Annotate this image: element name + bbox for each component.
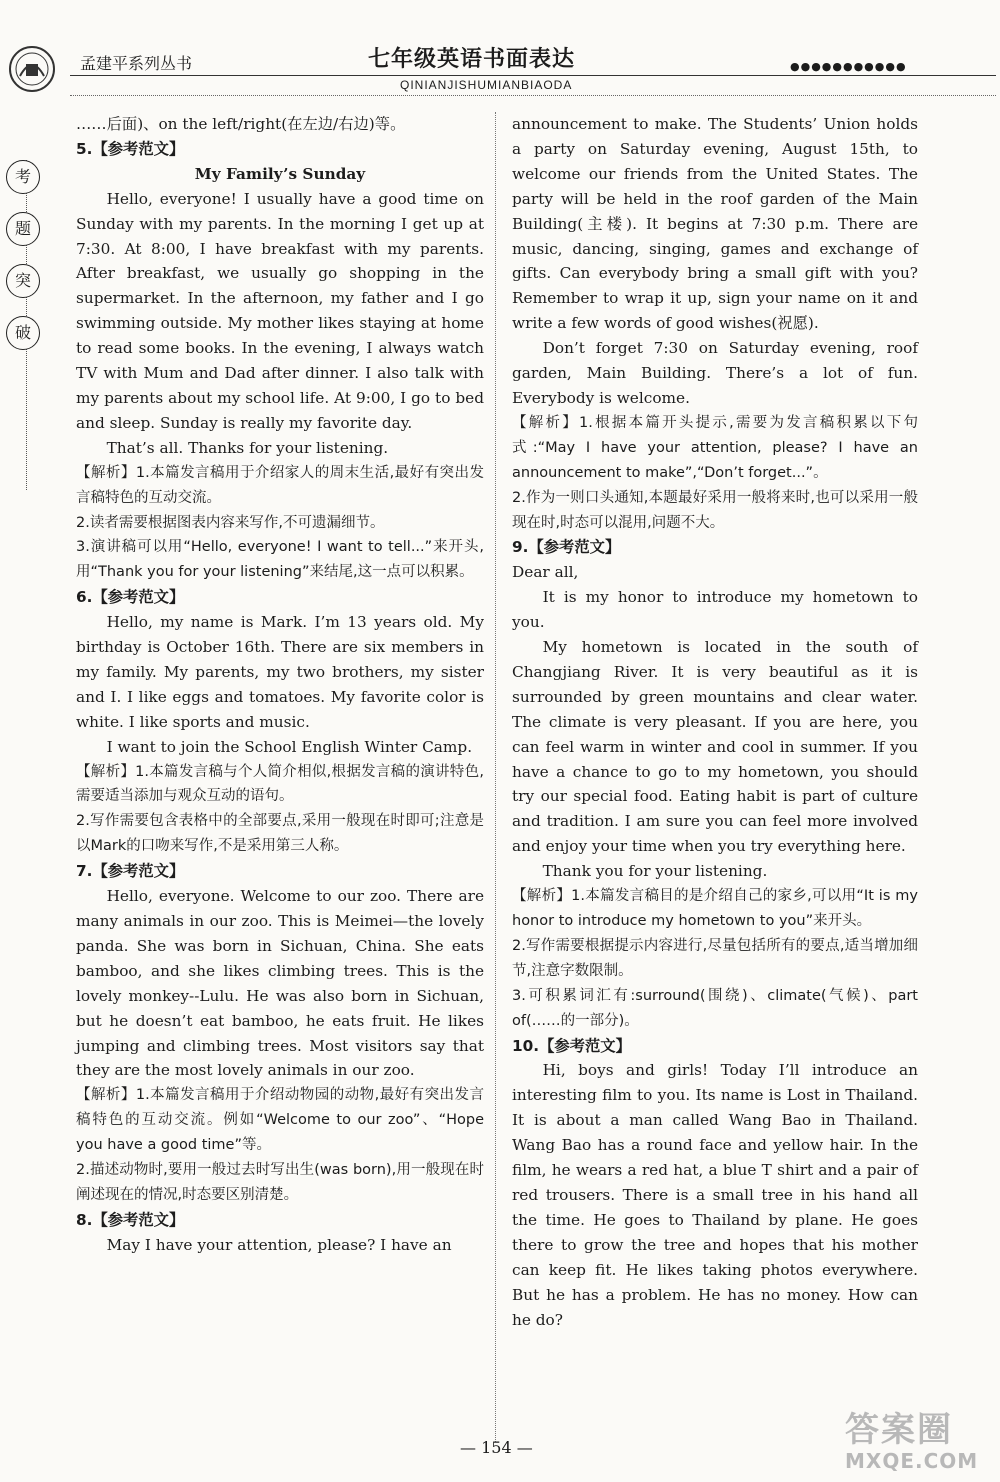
section-heading: 7.【参考范文】 — [76, 862, 185, 881]
paragraph: Thank you for your listening. — [542, 862, 768, 881]
series-logo-icon — [6, 44, 58, 94]
section-heading: 9.【参考范文】 — [512, 538, 621, 557]
page-header — [0, 0, 1000, 110]
paragraph: Hello, my name is Mark. I’m 13 years old. My birthday is October 16th. There are six members in my family. My parents, my two brothers, my sister and I. I like eggs and tomatoes. My favorite color is white. I like sports and music. — [76, 613, 484, 731]
header-rule — [70, 75, 996, 76]
analysis-note: 2.写作需要根据提示内容进行,尽量包括所有的要点,适当增加细节,注意字数限制。 — [512, 937, 918, 979]
section-heading: 6.【参考范文】 — [76, 588, 185, 607]
sidebar-badge: 破 — [6, 316, 40, 350]
paragraph: My hometown is located in the south of Changjiang River. It is very beautiful as it is surrounded by green mountains and clear water. The climate is very pleasant. If you are here, you can feel warm in winter and cool in summer. If you have a chance to go to my hometown, you should try our special food. Eating habit is part of culture and tradition. I am sure you can feel more involved and enjoy your time when you try everything here. — [512, 638, 918, 856]
essay-title: My Family’s Sunday — [194, 164, 366, 183]
book-title-pinyin: QINIANJISHUMIANBIAODA — [400, 78, 573, 92]
paragraph: Dear all, — [512, 563, 579, 582]
paragraph: I want to join the School English Winter Camp. — [106, 737, 473, 756]
analysis-note: 【解析】1.根据本篇开头提示,需要为发言稿积累以下句式:“May I have your attention, please? I have an announcement to make”,“Don’t forget...”。 — [512, 414, 918, 481]
watermark — [845, 1410, 993, 1476]
sidebar-badge: 考 — [6, 160, 40, 194]
analysis-note: 【解析】1.本篇发言稿目的是介绍自己的家乡,可以用“It is my honor to introduce my hometown to you”来开头。 — [512, 888, 918, 929]
paragraph: Hello, everyone. Welcome to our zoo. There are many animals in our zoo. This is Meimei—the lovely panda. She was born in Sichuan, China. She eats bamboo, and she likes climbing trees. This is the lovely monkey--Lulu. He was also born in Sichuan, but he doesn’t eat bamboo, he eats fruit. He likes jumping and climbing trees. Most visitors say that they are the most lovely animals in our zoo. — [76, 887, 484, 1080]
watermark-line2: MXQE.COM — [845, 1449, 979, 1473]
analysis-note: 2.作为一则口头通知,本题最好采用一般将来时,也可以采用一般现在时,时态可以混用,问题不大。 — [512, 489, 918, 531]
analysis-note: 【解析】1.本篇发言稿用于介绍动物园的动物,最好有突出发言稿特色的互动交流。例如“Welcome to our zoo”、“Hope you have a good time”等。 — [76, 1087, 484, 1154]
page-number: — 154 — — [460, 1438, 533, 1457]
section-heading: 5.【参考范文】 — [76, 139, 185, 158]
analysis-note: 3.演讲稿可以用“Hello, everyone! I want to tell...”来开头,用“Thank you for your listening”来结尾,这一点可以积累。 — [76, 539, 484, 581]
paragraph: ……后面)、on the left/right(在左边/右边)等。 — [76, 115, 406, 133]
section-heading: 10.【参考范文】 — [512, 1036, 631, 1055]
section-heading: 8.【参考范文】 — [76, 1210, 185, 1229]
paragraph: It is my honor to introduce my hometown to you. — [512, 588, 918, 632]
paragraph: May I have your attention, please? I have an — [106, 1235, 452, 1254]
sidebar-badge: 题 — [6, 212, 40, 246]
analysis-note: 3.可积累词汇有:surround(围绕)、climate(气候)、part of(……的一部分)。 — [512, 987, 918, 1029]
paragraph: Hello, everyone! I usually have a good time on Sunday with my parents. In the morning I get up at 7:30. At 8:00, I have breakfast with my parents. After breakfast, we usually go shopping in the supermarket. In the afternoon, my father and I go swimming outside. My mother likes staying at home to read some books. In the evening, I always watch TV with Mum and Dad after dinner. I also talk with my parents about my school life. At 9:00, I go to bed and sleep. Sunday is really my favorite day. — [76, 189, 484, 432]
watermark-line1: 答案圈 — [845, 1410, 953, 1450]
analysis-note: 2.读者需要根据图表内容来写作,不可遗漏细节。 — [76, 514, 385, 531]
paragraph: Hi, boys and girls! Today I’ll introduce an interesting film to you. Its name is Lost in Thailand. It is about a man called Wang Bao in Thailand. Wang Bao has a round face and yellow hair. In the film, he wears a red hat, a blue T shirt and a pair of red trousers. There is a small tree in his hand all the time. He goes to Thailand by plane. He goes there to grow the tree and hopes that his mother can keep fit. He likes taking photos everywhere. But he has a problem. He has no money. How can he do? — [512, 1061, 918, 1329]
analysis-note: 【解析】1.本篇发言稿与个人简介相似,根据发言稿的演讲特色,需要适当添加与观众互动的语句。 — [76, 763, 484, 805]
paragraph: Don’t forget 7:30 on Saturday evening, roof garden, Main Building. There’s a lot of fun. Everybody is welcome. — [512, 339, 918, 407]
column-divider — [495, 112, 506, 1442]
series-name: 孟建平系列丛书 — [80, 54, 193, 73]
header-dots: ●●●●●●●●●●● — [790, 60, 907, 73]
sidebar-badge: 突 — [6, 264, 40, 298]
left-column — [76, 112, 484, 1258]
analysis-note: 2.描述动物时,要用一般过去时写出生(was born),用一般现在时阐述现在的情况,时态要区别清楚。 — [76, 1162, 484, 1203]
analysis-note: 2.写作需要包含表格中的全部要点,采用一般现在时即可;注意是以Mark的口吻来写作,不是采用第三人称。 — [76, 813, 484, 855]
right-column — [512, 112, 918, 1332]
paragraph: announcement to make. The Students’ Union holds a party on Saturday evening, August 15th, to welcome our friends from the United States. The party will be held in the roof garden of the Main Building(主楼). It begins at 7:30 p.m. There are music, dancing, singing, games and exchange of gifts. Can everybody bring a small gift with you? Remember to wrap it up, sign your name on it and write a few words of good wishes(祝愿). — [512, 115, 918, 333]
analysis-note: 【解析】1.本篇发言稿用于介绍家人的周末生活,最好有突出发言稿特色的互动交流。 — [76, 464, 484, 506]
book-title: 七年级英语书面表达 — [368, 46, 576, 72]
paragraph: That’s all. Thanks for your listening. — [106, 438, 389, 457]
sidebar-badges — [6, 160, 46, 368]
header-dotted-rule — [70, 95, 996, 96]
